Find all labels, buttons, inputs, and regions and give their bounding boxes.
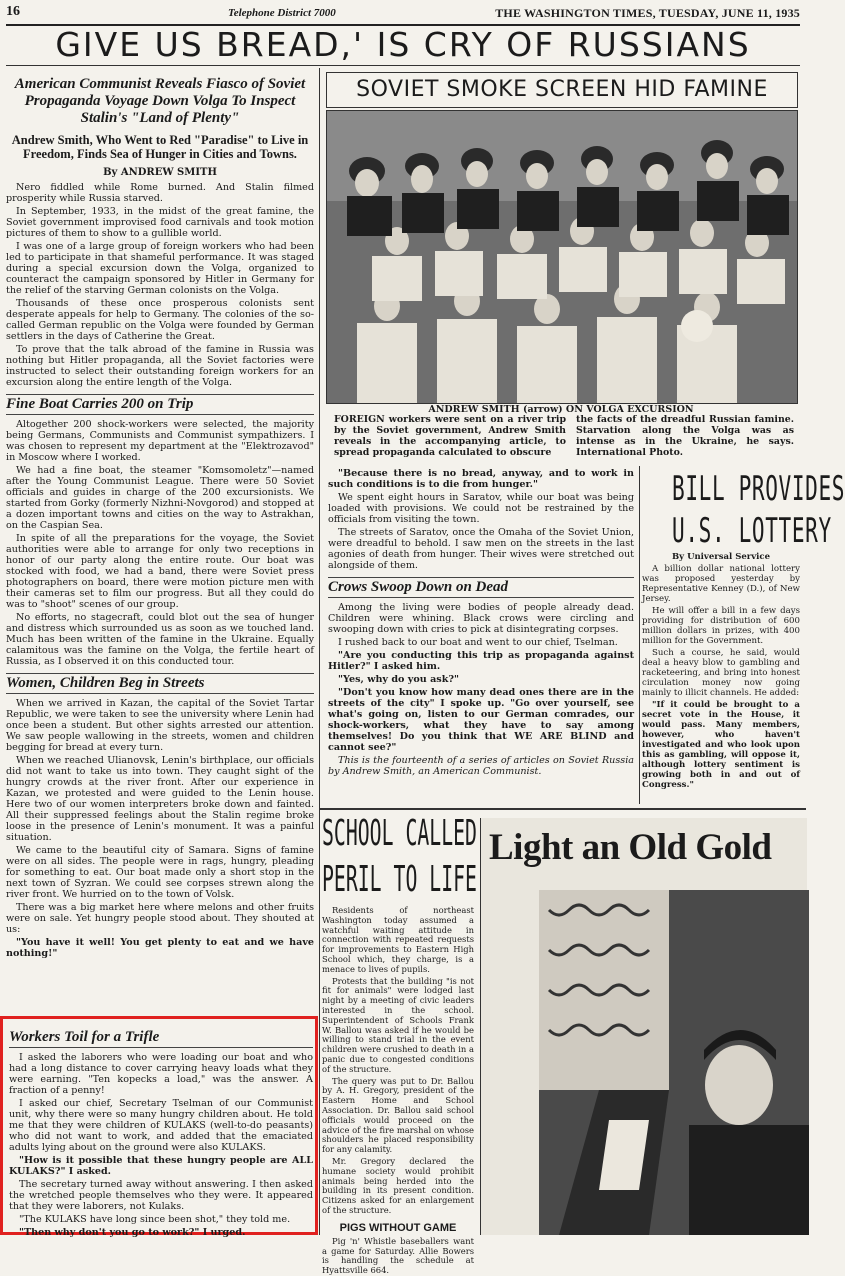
paragraph: Thousands of these once prosperous colonists sent desperate appeals for help to Germany. The colonies of the so-called German republic on the Volga were founded by German settlers in the days of Catherine the Great. [6, 298, 314, 342]
photo-illustration [327, 111, 797, 403]
wire-service: By Universal Service [672, 552, 770, 562]
paragraph: "How is it possible that these hungry people are ALL KULAKS?" I asked. [9, 1155, 313, 1177]
paragraph: Nero fiddled while Rome burned. And Stalin filmed prosperity while Russia starved. [6, 182, 314, 204]
paragraph: I asked the laborers who were loading our boat and who had a long distance to cover carrying heavy loads what they were earning. "Ten kopecks a load," was the answer. A fraction of a penny! [9, 1052, 313, 1096]
telephone-line: Telephone District 7000 [228, 7, 336, 19]
subhead: Women, Children Beg in Streets [6, 673, 314, 694]
photo-caption-title: ANDREW SMITH (arrow) ON VOLGA EXCURSION [428, 404, 694, 415]
paragraph: No efforts, no stagecraft, could blot out the sea of hunger and distress which surrounded us as soon as we touched land. Much has been written of the famine in the Ukraine. Equally calamitous was the famine on the Volga, the fertile heart of Russia, as I observed it on this conducted tour. [6, 612, 314, 667]
paragraph: In September, 1933, in the midst of the great famine, the Soviet government improvised food carnivals and took motion pictures of them to show to a gullible world. [6, 206, 314, 239]
old-gold-advertisement [480, 818, 807, 1235]
paragraph: Among the living were bodies of people already dead. Children were whining. Black crows were circling and swooping down with cries to pick at disintegrating corpses. [328, 602, 634, 635]
subhead: Workers Toil for a Trifle [9, 1028, 313, 1048]
highlighted-section [0, 1016, 318, 1238]
paragraph: Pig 'n' Whistle baseballers want a game for Saturday. Allie Bowers is handling the schedule at Hyattsville 664. [322, 1235, 474, 1276]
article-subdeck: Andrew Smith, Who Went to Red "Paradise" to Live in Freedom, Finds Sea of Hunger in Cities and Towns. [11, 133, 309, 161]
paragraph: To prove that the talk abroad of the famine in Russia was nothing but Hitler propaganda, all the Soviet factories were instructed to select their outstanding foreign workers for an excursion along the entire length of the Volga. [6, 344, 314, 388]
column-rule [319, 68, 320, 1235]
series-footnote: This is the fourteenth of a series of articles on Soviet Russia by Andrew Smith, an American Communist. [328, 755, 634, 777]
main-article-column [6, 74, 314, 1012]
paragraph: I asked our chief, Secretary Tselman of our Communist unit, why there were so many hungry children about. He told me that they were children of KULAKS (well-to-do peasants) who did not want to work, and added that the emaciated adults lying about on the ground were also KULAKS. [9, 1098, 313, 1153]
paragraph: The query was put to Dr. Ballou by A. H. Gregory, president of the Eastern Home and School Association. Dr. Ballou said school officials would proceed on the advice of the fire marshal on whose shoulders he placed responsibility for any calamity. [322, 1075, 474, 1155]
photo-headline: SOVIET SMOKE SCREEN HID FAMINE [326, 72, 798, 108]
paragraph: In spite of all the preparations for the voyage, the Soviet authorities were able to arrange for only two receptions in honor of our party along the entire route. Our boat was stocked with food, we had a band, there were Soviet press photographers on board, there were motion picture men with their cameras set to film our progress. But all they could do was to "shoot" scenes of our group. [6, 533, 314, 610]
paragraph: Such a course, he said, would deal a heavy blow to gambling and racketeering, and bring into honest circulation money now going mainly to illicit channels. He added: [642, 648, 800, 698]
paragraph: "Are you conducting this trip as propaganda against Hitler?" I asked him. [328, 650, 634, 672]
paragraph: Protests that the building "is not fit for animals" were lodged last night by a meeting of civic leaders interested in the school. Superintendent of Schools Frank W. Ballou was asked if he would be willing to stand trial in the event children were crushed to death in a panic due to congested conditions of the structure. [322, 975, 474, 1074]
paper-dateline: THE WASHINGTON TIMES, TUESDAY, JUNE 11, 1935 [495, 6, 800, 20]
paragraph: Mr. Gregory declared the humane society would prohibit animals being herded into the building in its present condition. Citizens asked for an enlargement of the structure. [322, 1155, 474, 1215]
paragraph: We had a fine boat, the steamer "Komsomoletz"—named after the Young Communist League. There were 50 Soviet officials and guides in charge of the 200 excursionists. We started from Gorky (formerly Nizhni-Novgorod) and stopped at a dozen important towns and cities on the way to Astrakhan, on the Caspian Sea. [6, 465, 314, 531]
highlight-column [9, 1022, 313, 1240]
section-rule [320, 808, 806, 810]
ad-illustration [539, 890, 809, 1235]
article-deck: American Communist Reveals Fiasco of Soviet Propaganda Voyage Down Volga To Inspect Stalin's "Land of Plenty" [14, 76, 306, 126]
byline: By ANDREW SMITH [103, 167, 217, 178]
paragraph: "Then why don't you go to work?" I urged. [19, 1227, 246, 1238]
caption-right: the facts of the dreadful Russian famine. Starvation along the Volga was as intense as in the Ukraine, he says. International Photo. [576, 414, 794, 458]
pigs-headline: PIGS WITHOUT GAME [339, 1221, 457, 1234]
paragraph: "You have it well! You get plenty to eat and we have nothing!" [6, 937, 314, 959]
paragraph: We spent eight hours in Saratov, while our boat was being loaded with provisions. We could not be restrained by the officials from visiting the town. [328, 492, 634, 525]
paragraph: "Yes, why do you ask?" [338, 674, 459, 685]
paragraph: When we arrived in Kazan, the capital of the Soviet Tartar Republic, we were taken to see the university where Lenin had once been a student. But other sights arrested our attention. We saw people wallowing in the streets, women and children begging for bread at every turn. [6, 698, 314, 753]
paragraph: Residents of northeast Washington today assumed a watchful waiting attitude in connection with repeated requests for improvements to Eastern High School which, they charge, is a menace to lives of pupils. [322, 905, 474, 974]
paragraph: When we reached Ulianovsk, Lenin's birthplace, our officials did not want to take us into town. They caught sight of the hungry crowds at the river front. After our experience in Kazan, we protested and were guided to the Lenin house. Here two of our women interpreters broke down and fainted. All their suppressed feelings about the Stalin regime broke loose in the presence of Lenin's monument. It was a painful situation. [6, 755, 314, 843]
paragraph: Altogether 200 shock-workers were selected, the majority being Germans, Communists and Communist sympathizers. I was chosen to represent my department at the "Elektrozavod" in Moscow where I worked. [6, 419, 314, 463]
paragraph: I was one of a large group of foreign workers who had been led to participate in that shameful performance. It was staged during a special excursion down the Volga, organized to counteract the campaign sponsored by Hitler in Germany for the relief of the starving German colonists on the Volga. [6, 241, 314, 296]
paragraph: There was a big market here where melons and other fruits were on sale. Yet hungry people stood about. They shouted at us: [6, 902, 314, 935]
continued-article-column [328, 468, 634, 780]
paragraph: The secretary turned away without answering. I then asked the wretched people themselves who they were. It appeared that they were laborers, not Kulaks. [9, 1179, 313, 1212]
ad-headline: Light an Old Gold [489, 827, 772, 868]
paragraph: He will offer a bill in a few days providing for distribution of 600 million dollars in prizes, with 400 million for the Government. [642, 606, 800, 646]
subhead: Crows Swoop Down on Dead [328, 577, 634, 598]
ad-photo [539, 890, 809, 1235]
paragraph: "Because there is no bread, anyway, and to work in such conditions is to die from hunger." [328, 468, 634, 490]
lottery-headline-2: U.S. LOTTERY [672, 511, 832, 551]
school-article [322, 812, 477, 1276]
column-rule [639, 466, 640, 804]
paragraph: The streets of Saratov, once the Omaha of the Soviet Union, were dreadful to behold. I saw men on the streets in the last agonies of death from hunger. Their wives were stretched out alongside of them. [328, 527, 634, 571]
masthead [6, 2, 800, 26]
page-number: 16 [6, 4, 20, 19]
lottery-headline-1: BILL PROVIDES [672, 469, 845, 509]
school-headline-1: SCHOOL CALLED [322, 813, 477, 854]
school-headline-2: PERIL TO LIFE [322, 859, 477, 900]
paragraph: I rushed back to our boat and went to our chief, Tselman. [338, 637, 618, 648]
paragraph: We came to the beautiful city of Samara. Signs of famine were on all sides. The people were in rags, hungry, pleading for something to eat. Our boat made only a short stop in the next town of Syzran. We could see corpses strewn along the river front. We hurried on to the town of Volsk. [6, 845, 314, 900]
banner-headline: GIVE US BREAD,' IS CRY OF RUSSIANS [6, 25, 800, 66]
caption-left: FOREIGN workers were sent on a river trip by the Soviet government, Andrew Smith reveals in the accompanying article, to spread propaganda calculated to obscure [334, 414, 566, 458]
paragraph: A billion dollar national lottery was proposed yesterday by Representative Kenney (D.), of New Jersey. [642, 564, 800, 604]
paragraph: "The KULAKS have long since been shot," they told me. [19, 1214, 291, 1225]
paragraph: "If it could be brought to a secret vote in the House, it would pass. Many members, however, who haven't investigated and who look upon this as gambling, will oppose it, although lottery sentiment is growing both in and out of Congress." [642, 700, 800, 790]
subhead: Fine Boat Carries 200 on Trip [6, 394, 314, 415]
group-photo [326, 110, 798, 404]
lottery-article [642, 466, 845, 806]
paragraph: "Don't you know how many dead ones there are in the streets of the city" I spoke up. "Go over yourself, see what's going on, listen to our German comrades, our shock-workers, what they have to say among themselves! Do you think that WE ARE BLIND and cannot see?" [328, 687, 634, 753]
